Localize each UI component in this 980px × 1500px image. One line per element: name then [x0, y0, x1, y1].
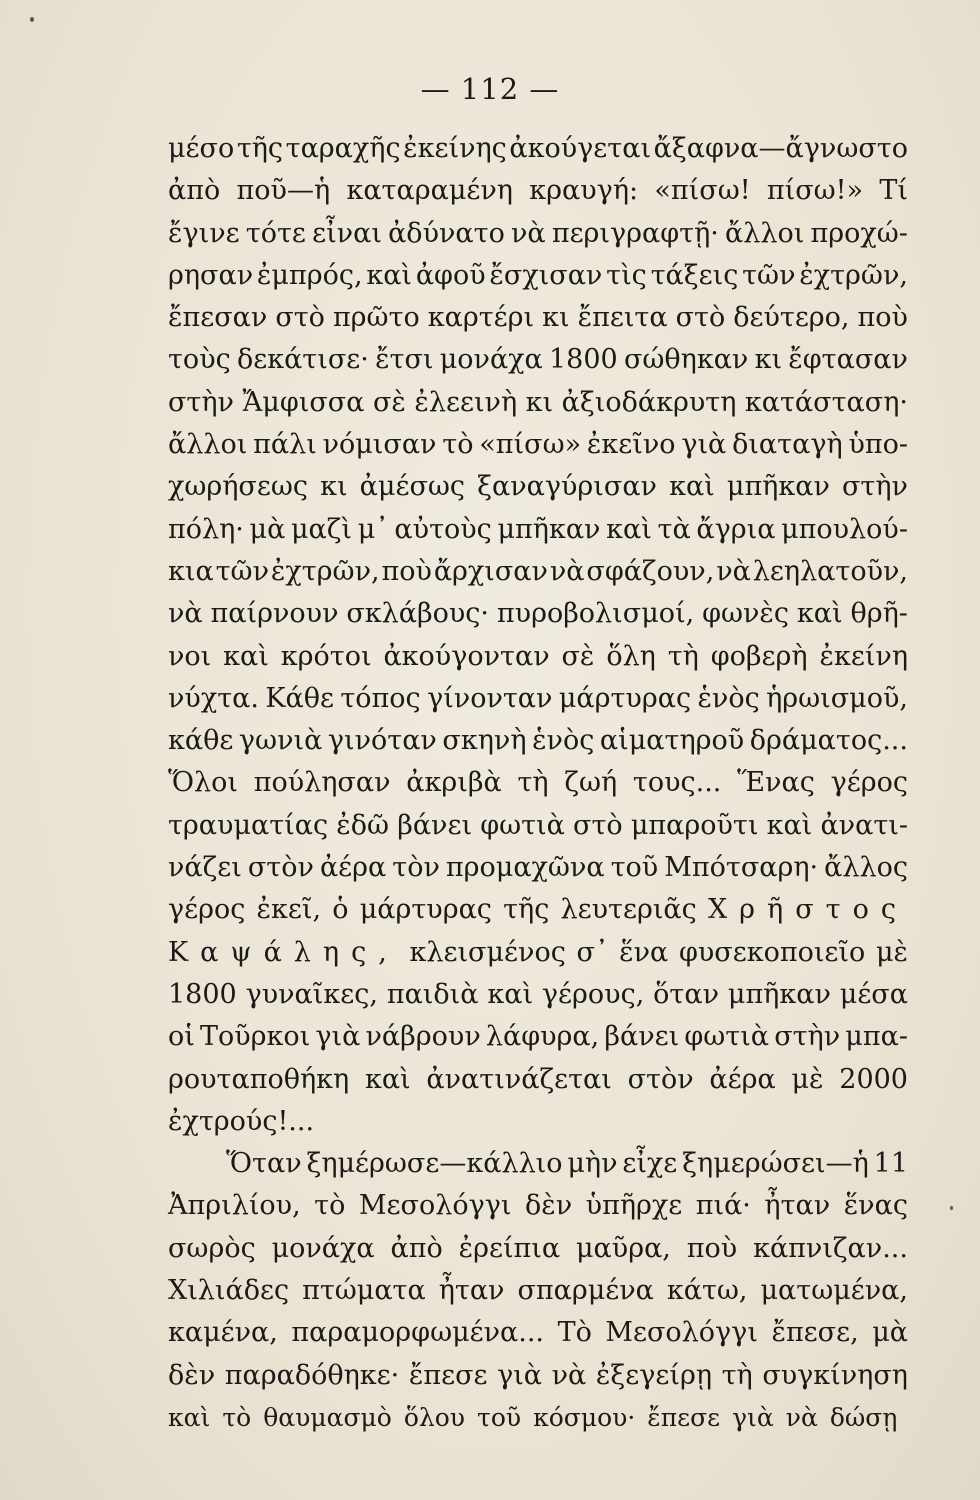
text-line: οἱ Τοῦρκοι γιὰ νάβρουν λάφυρα, βάνει φωτιὰ στὴν μπα-	[168, 1021, 908, 1053]
text-line: μέσο τῆς ταραχῆς ἐκείνης ἀκούγεται ἄξαφνα—ἄγνωστο	[168, 133, 908, 164]
text-line: ρησαν ἐμπρός, καὶ ἀφοῦ ἔσχισαν τὶς τάξεις τῶν ἐχτρῶν,	[168, 259, 908, 291]
text-line: Χιλιάδες πτώματα ἦταν σπαρμένα κάτω, ματωμένα,	[168, 1275, 908, 1307]
page-number: — 112 —	[420, 72, 560, 106]
text-line: νὰ παίρνουν σκλάβους· πυροβολισμοί, φωνὲς καὶ θρῆ-	[168, 598, 908, 630]
text-line: τραυματίας ἐδῶ βάνει φωτιὰ στὸ μπαροῦτι καὶ ἀνατι-	[168, 809, 908, 841]
text-line: ἔγινε τότε εἶναι ἀδύνατο νὰ περιγραφτῇ· ἄλλοι προχώ-	[168, 217, 908, 249]
text-line: νοι καὶ κρότοι ἀκούγονταν σὲ ὅλη τὴ φοβερὴ ἐκείνη	[168, 640, 908, 672]
text-line: κάθε γωνιὰ γινόταν σκηνὴ ἑνὸς αἱματηροῦ δράματος...	[168, 725, 908, 757]
body-text	[168, 128, 908, 1439]
text-line: ἔπεσαν στὸ πρῶτο καρτέρι κι ἔπειτα στὸ δεύτερο, ποὺ	[168, 302, 908, 334]
text-line: καὶ τὸ θαυμασμὸ ὅλου τοῦ κόσμου· ἔπεσε γιὰ νὰ δώσῃ	[168, 1402, 898, 1432]
text-line: καμένα, παραμορφωμένα... Τὸ Μεσολόγγι ἔπεσε, μὰ	[168, 1317, 908, 1349]
text-line: ρουταποθήκη καὶ ἀνατινάζεται στὸν ἀέρα μὲ 2000	[168, 1063, 908, 1095]
text-line: σωρὸς μονάχα ἀπὸ ἐρείπια μαῦρα, ποὺ κάπνιζαν...	[168, 1232, 908, 1264]
text-line: κια τῶν ἐχτρῶν, ποὺ ἄρχισαν νὰ σφάζουν, νὰ λεηλατοῦν,	[168, 555, 908, 587]
text-line: ἄλλοι πάλι νόμισαν τὸ «πίσω» ἐκεῖνο γιὰ διαταγὴ ὑπο-	[168, 429, 908, 461]
text-line: ἐχτρούς!...	[168, 1105, 315, 1137]
text-line: Ὅταν ξημέρωσε—κάλλιο μὴν εἶχε ξημερώσει—ἡ 11	[226, 1148, 908, 1180]
text-line: γέρος ἐκεῖ, ὁ μάρτυρας τῆς λευτεριᾶς Χρῆστος	[168, 894, 908, 926]
text-line: Ὅλοι πούλησαν ἀκριβὰ τὴ ζωή τους... Ἕνας γέρος	[168, 767, 908, 799]
text-line: 1800 γυναῖκες, παιδιὰ καὶ γέρους, ὅταν μπῆκαν μέσα	[168, 978, 908, 1010]
text-line: Καψάλης, κλεισμένος σ᾽ ἕνα φυσεκοποιεῖο μὲ	[168, 936, 908, 968]
text-line: στὴν Ἄμφισσα σὲ ἐλεεινὴ κι ἀξιοδάκρυτη κατάσταση·	[168, 386, 908, 418]
ink-speck	[950, 1206, 953, 1210]
text-line: δὲν παραδόθηκε· ἔπεσε γιὰ νὰ ἐξεγείρῃ τὴ συγκίνηση	[168, 1359, 908, 1391]
ink-speck	[30, 17, 34, 22]
text-line: πόλη· μὰ μαζὶ μ᾽ αὐτοὺς μπῆκαν καὶ τὰ ἄγρια μπουλού-	[168, 513, 908, 545]
text-line: νάζει στὸν ἀέρα τὸν προμαχῶνα τοῦ Μπότσαρη· ἄλλος	[168, 852, 908, 884]
text-line: τοὺς δεκάτισε· ἔτσι μονάχα 1800 σώθηκαν κι ἔφτασαν	[168, 344, 908, 376]
text-line: ἀπὸ ποῦ—ἡ καταραμένη κραυγή: «πίσω! πίσω!» Τί	[168, 175, 908, 207]
text-line: Ἀπριλίου, τὸ Μεσολόγγι δὲν ὑπῆρχε πιά· ἦταν ἕνας	[168, 1190, 908, 1222]
text-line: νύχτα. Κάθε τόπος γίνονταν μάρτυρας ἑνὸς ἡρωισμοῦ,	[168, 682, 908, 714]
text-line: χωρήσεως κι ἀμέσως ξαναγύρισαν καὶ μπῆκαν στὴν	[168, 471, 908, 503]
